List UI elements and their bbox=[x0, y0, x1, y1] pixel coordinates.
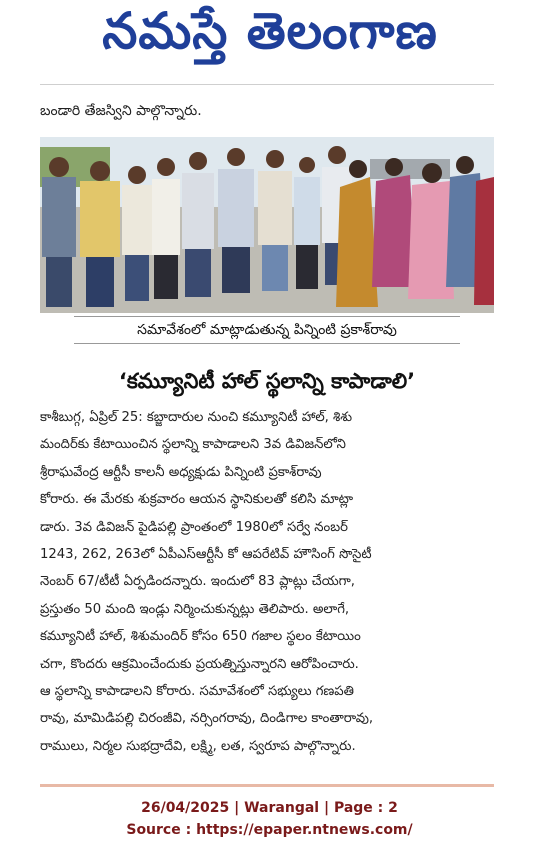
article-body-line: శ్రీరాఘవేంద్ర ఆర్టీసీ కాలనీ అధ్యక్షుడు పిన్నింటి ప్రకాశ్‌రావు bbox=[40, 464, 322, 480]
article-body-line: చగా, కొందరు ఆక్రమించేందుకు ప్రయత్నిస్తున్నారని ఆరోపించారు. bbox=[40, 656, 359, 672]
article-body bbox=[40, 404, 494, 760]
masthead-title: నమస్తే తెలంగాణ bbox=[102, 1, 438, 60]
footer-source-link[interactable]: Source : https://epaper.ntnews.com/ bbox=[126, 822, 413, 838]
news-photo bbox=[40, 137, 494, 313]
article-body-line: నెంబర్ 67/టీటీ ఏర్పడిందన్నారు. ఇందులో 83 ప్లాట్లు చేయగా, bbox=[40, 574, 355, 590]
article-body-line: కమ్యూనిటీ హాల్, శిశుమందిర్ కోసం 650 గజాల స్థలం కేటాయిం bbox=[40, 629, 361, 645]
article-body-line: డారు. 3వ డివిజన్ పైడిపల్లి ప్రాంతంలో 1980లో సర్వే నంబర్ bbox=[40, 519, 348, 535]
article-body-line: మందిర్‌కు కేటాయించిన స్థలాన్ని కాపాడాలని 3వ డివిజన్‌లోని bbox=[40, 437, 346, 453]
article-body-line: కాశీబుగ్గ, ఏప్రిల్ 25: కబ్జాదారుల నుంచి కమ్యూనిటీ హాల్, శిశు bbox=[40, 410, 353, 425]
article-body-line: కోరారు. ఈ మేరకు శుక్రవారం ఆయన స్థానికులతో కలిసి మాట్లా bbox=[40, 492, 354, 508]
photo-caption: సమావేశంలో మాట్లాడుతున్న పిన్నింటి ప్రకాశ్‌రావు bbox=[74, 316, 460, 344]
masthead-divider bbox=[40, 84, 494, 85]
article-body-line: ఆ స్థలాన్ని కాపాడాలని కోరారు. సమావేశంలో సభ్యులు గణపతి bbox=[40, 684, 354, 700]
article-body-line: రావు, మామిడిపల్లి చిరంజీవి, నర్సింగరావు, దిండిగాల కాంతారావు, bbox=[40, 711, 374, 727]
article-body-line: రాములు, నిర్మల సుభద్రాదేవి, లక్ష్మి, లత, స్వరూప పాల్గొన్నారు. bbox=[40, 738, 356, 754]
footer-divider bbox=[40, 784, 494, 787]
article-body-line: 1243, 262, 263లో ఏపీఎస్‌ఆర్టీసీ కో ఆపరేటివ్ హౌసింగ్ సొసైటీ bbox=[40, 547, 372, 563]
group-photo-illustration bbox=[40, 137, 494, 313]
article-body-line: ప్రస్తుతం 50 మంది ఇండ్లు నిర్మించుకున్నట్లు తెలిపారు. అలాగే, bbox=[40, 601, 350, 617]
footer-date-edition-page: 26/04/2025 | Warangal | Page : 2 bbox=[141, 800, 398, 816]
article-headline: ‘కమ్యూనిటీ హాల్ స్థలాన్ని కాపాడాలి’ bbox=[118, 369, 416, 393]
previous-article-tail: బండారి తేజస్విని పాల్గొన్నారు. bbox=[40, 103, 202, 119]
